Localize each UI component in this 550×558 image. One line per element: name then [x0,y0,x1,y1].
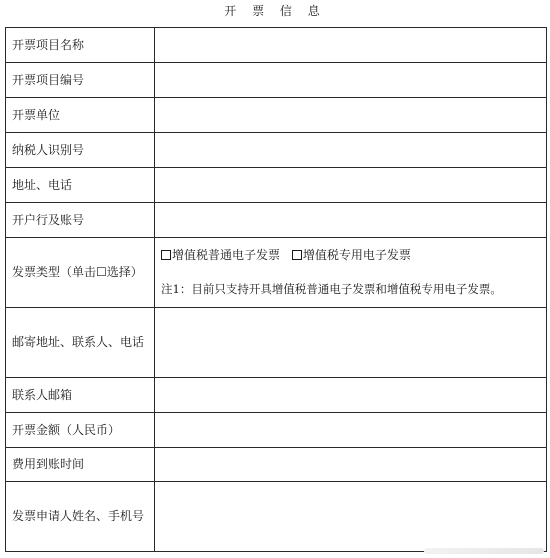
row-label: 开户行及账号 [6,203,155,238]
table-row [6,98,547,133]
option-special-label: 增值税专用电子发票 [302,247,411,262]
checkbox-icon[interactable] [292,250,302,260]
row-label: 邮寄地址、联系人、电话 [6,308,155,378]
table-row [6,168,547,203]
invoice-amount-field[interactable] [155,413,547,448]
row-label: 费用到账时间 [6,448,155,482]
form-title: 开 票 信 息 [224,4,326,18]
table-row [6,308,547,378]
table-row [6,448,547,482]
row-label: 发票申请人姓名、手机号 [6,482,155,552]
row-label: 开票单位 [6,98,155,133]
invoice-type-cell [155,238,547,308]
mailing-address-field[interactable] [155,308,547,378]
option-special-invoice[interactable] [292,247,411,264]
taxpayer-id-field[interactable] [155,133,547,168]
table-row [6,482,547,552]
option-general-invoice[interactable] [161,247,280,264]
table-row [6,133,547,168]
bank-account-field[interactable] [155,203,547,238]
invoice-item-name-field[interactable] [155,28,547,63]
invoice-unit-field[interactable] [155,98,547,133]
address-phone-field[interactable] [155,168,547,203]
option-general-label: 增值税普通电子发票 [172,247,281,262]
table-row [6,413,547,448]
contact-email-field[interactable] [155,378,547,413]
table-row [6,203,547,238]
table-row [6,63,547,98]
row-label: 纳税人识别号 [6,133,155,168]
invoice-type-label: 发票类型（单击☐选择） [6,238,155,308]
payment-arrival-time-field[interactable] [155,448,547,482]
row-label: 开票项目编号 [6,63,155,98]
invoice-item-number-field[interactable] [155,63,547,98]
watermark-strip [424,548,544,554]
checkbox-icon[interactable] [161,250,171,260]
applicant-name-phone-field[interactable] [155,482,547,552]
row-label: 地址、电话 [6,168,155,203]
invoice-type-note: 注1：目前只支持开具增值税普通电子发票和增值税专用电子发票。 [161,282,502,297]
invoice-info-table [5,27,547,552]
table-row [6,28,547,63]
row-label: 开票金额（人民币） [6,413,155,448]
table-row [6,378,547,413]
row-label: 联系人邮箱 [6,378,155,413]
table-row [6,238,547,308]
row-label: 开票项目名称 [6,28,155,63]
